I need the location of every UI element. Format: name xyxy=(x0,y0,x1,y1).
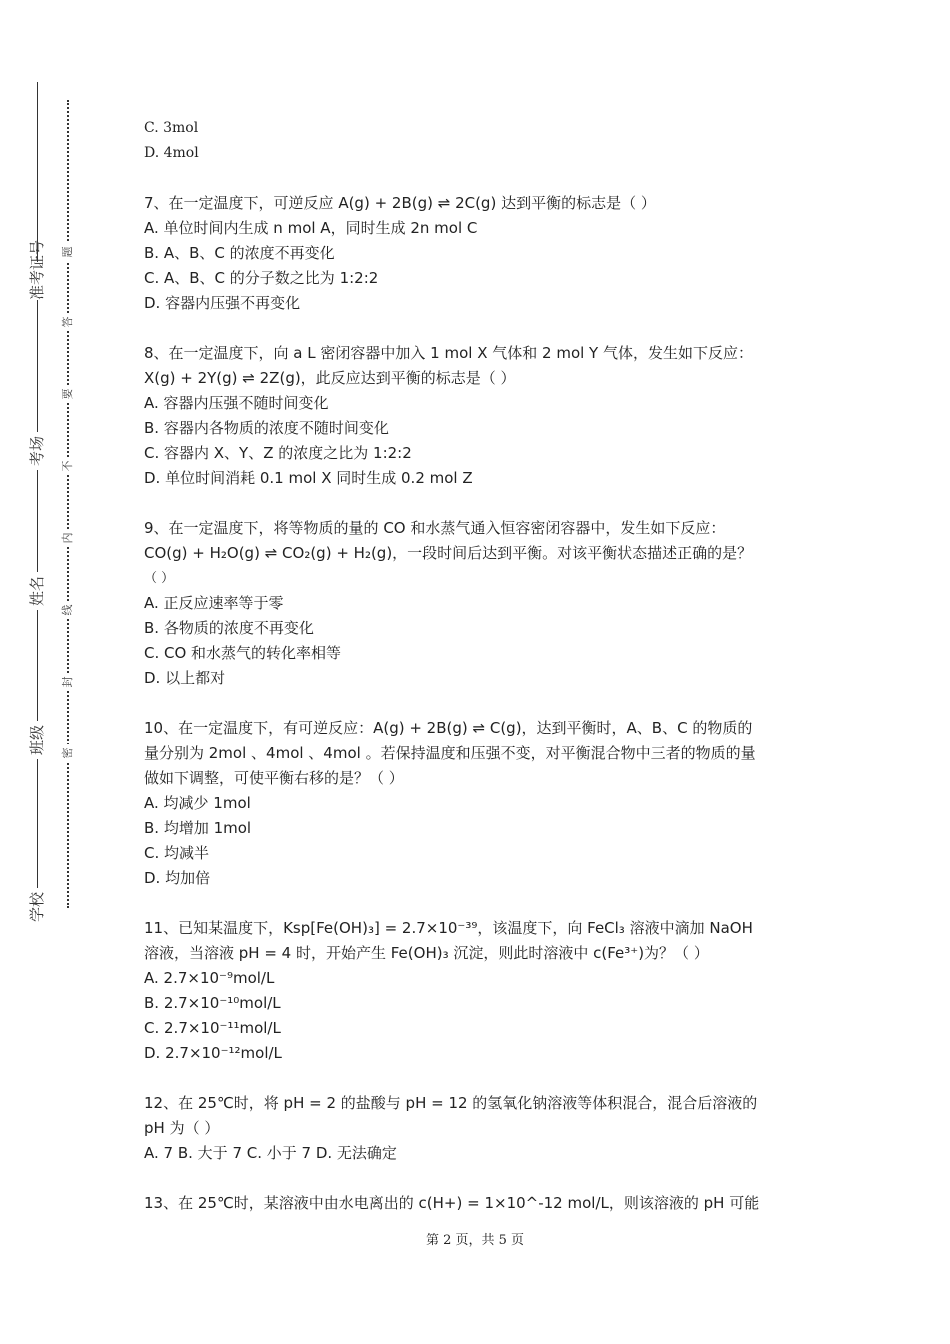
question-stem: 9、在一定温度下，将等物质的量的 CO 和水蒸气通入恒容密闭容器中，发生如下反应： xyxy=(144,519,726,537)
question-stem: 8、在一定温度下，向 a L 密闭容器中加入 1 mol X 气体和 2 mol Y 气体，发生如下反应： xyxy=(144,344,753,362)
option-d: D. 4mol xyxy=(144,145,199,161)
option-c: C. 容器内 X、Y、Z 的浓度之比为 1:2:2 xyxy=(144,444,412,462)
field-label-school: 学校 xyxy=(18,888,56,926)
seal-char: 密 xyxy=(60,744,76,762)
option-c: C. 2.7×10⁻¹¹mol/L xyxy=(144,1019,281,1037)
question-stem: pH 为（ ） xyxy=(144,1119,220,1137)
option-a: A. 2.7×10⁻⁹mol/L xyxy=(144,969,275,987)
question-13 xyxy=(144,1191,812,1216)
option-d: D. 容器内压强不再变化 xyxy=(144,294,301,312)
question-8 xyxy=(144,341,812,491)
seal-char: 题 xyxy=(60,243,76,261)
option-d: D. 均加倍 xyxy=(144,869,211,887)
option-a: A. 均减少 1mol xyxy=(144,794,251,812)
question-stem: 12、在 25℃时，将 pH = 2 的盐酸与 pH = 12 的氢氧化钠溶液等体积混合，混合后溶液的 xyxy=(144,1094,758,1112)
binding-margin xyxy=(0,0,120,1344)
question-stem: CO(g) + H₂O(g) ⇌ CO₂(g) + H₂(g)，一段时间后达到平衡。对该平衡状态描述正确的是？ xyxy=(144,544,753,562)
field-label-exam-number: 准考证号 xyxy=(18,262,56,300)
option-c: C. 均减半 xyxy=(144,844,210,862)
answer-paren: （ ） xyxy=(144,571,175,586)
question-9 xyxy=(144,516,812,691)
option-b: B. 2.7×10⁻¹⁰mol/L xyxy=(144,994,281,1012)
seal-dotted-line xyxy=(67,100,69,908)
question-stem: 7、在一定温度下，可逆反应 A(g) + 2B(g) ⇌ 2C(g) 达到平衡的标志是（ ） xyxy=(144,194,656,212)
options-inline: A. 7 B. 大于 7 C. 小于 7 D. 无法确定 xyxy=(144,1144,397,1162)
option-a: A. 容器内压强不随时间变化 xyxy=(144,394,329,412)
field-label-name: 姓名 xyxy=(18,572,56,610)
question-stem: 13、在 25℃时，某溶液中由水电离出的 c(H+) = 1×10^-12 mol/L，则该溶液的 pH 可能 xyxy=(144,1194,760,1212)
seal-char: 内 xyxy=(60,529,76,547)
seal-char: 要 xyxy=(60,385,76,403)
question-stem: 量分别为 2mol 、4mol 、4mol 。若保持温度和压强不变，对平衡混合物中三者的物质的量 xyxy=(144,744,756,762)
question-11 xyxy=(144,916,812,1066)
option-b: B. 均增加 1mol xyxy=(144,819,252,837)
option-d: D. 2.7×10⁻¹²mol/L xyxy=(144,1044,282,1062)
option-c: C. A、B、C 的分子数之比为 1:2:2 xyxy=(144,269,379,287)
question-stem: 做如下调整，可使平衡右移的是？（ ） xyxy=(144,769,404,787)
option-a: A. 单位时间内生成 n mol A，同时生成 2n mol C xyxy=(144,219,478,237)
option-b: B. A、B、C 的浓度不再变化 xyxy=(144,244,335,262)
question-7 xyxy=(144,191,812,316)
binding-solid-line xyxy=(37,82,38,922)
option-b: B. 各物质的浓度不再变化 xyxy=(144,619,314,637)
option-d: D. 单位时间消耗 0.1 mol X 同时生成 0.2 mol Z xyxy=(144,469,473,487)
question-10 xyxy=(144,716,812,891)
seal-char: 线 xyxy=(60,601,76,619)
question-12 xyxy=(144,1091,812,1166)
option-b: B. 容器内各物质的浓度不随时间变化 xyxy=(144,419,389,437)
field-label-class: 班级 xyxy=(18,721,56,759)
option-d: D. 以上都对 xyxy=(144,669,226,687)
field-label-exam-room: 考场 xyxy=(18,432,56,470)
page-number: 第 2 页，共 5 页 xyxy=(425,1233,525,1248)
option-a: A. 正反应速率等于零 xyxy=(144,594,284,612)
question-stem: 10、在一定温度下，有可逆反应：A(g) + 2B(g) ⇌ C(g)，达到平衡时，A、B、C 的物质的 xyxy=(144,719,753,737)
question-list xyxy=(144,116,812,1216)
seal-char: 答 xyxy=(60,313,76,331)
option-c: C. CO 和水蒸气的转化率相等 xyxy=(144,644,342,662)
seal-char: 封 xyxy=(60,673,76,691)
question-stem: 溶液，当溶液 pH = 4 时，开始产生 Fe(OH)₃ 沉淀，则此时溶液中 c(Fe³⁺)为？（ ） xyxy=(144,944,709,962)
question-6-tail xyxy=(144,116,812,166)
seal-char: 不 xyxy=(60,457,76,475)
option-c: C. 3mol xyxy=(144,120,199,136)
question-stem: 11、已知某温度下，Ksp[Fe(OH)₃] = 2.7×10⁻³⁹，该温度下，向 FeCl₃ 溶液中滴加 NaOH xyxy=(144,919,753,937)
question-stem: X(g) + 2Y(g) ⇌ 2Z(g)，此反应达到平衡的标志是（ ） xyxy=(144,369,516,387)
